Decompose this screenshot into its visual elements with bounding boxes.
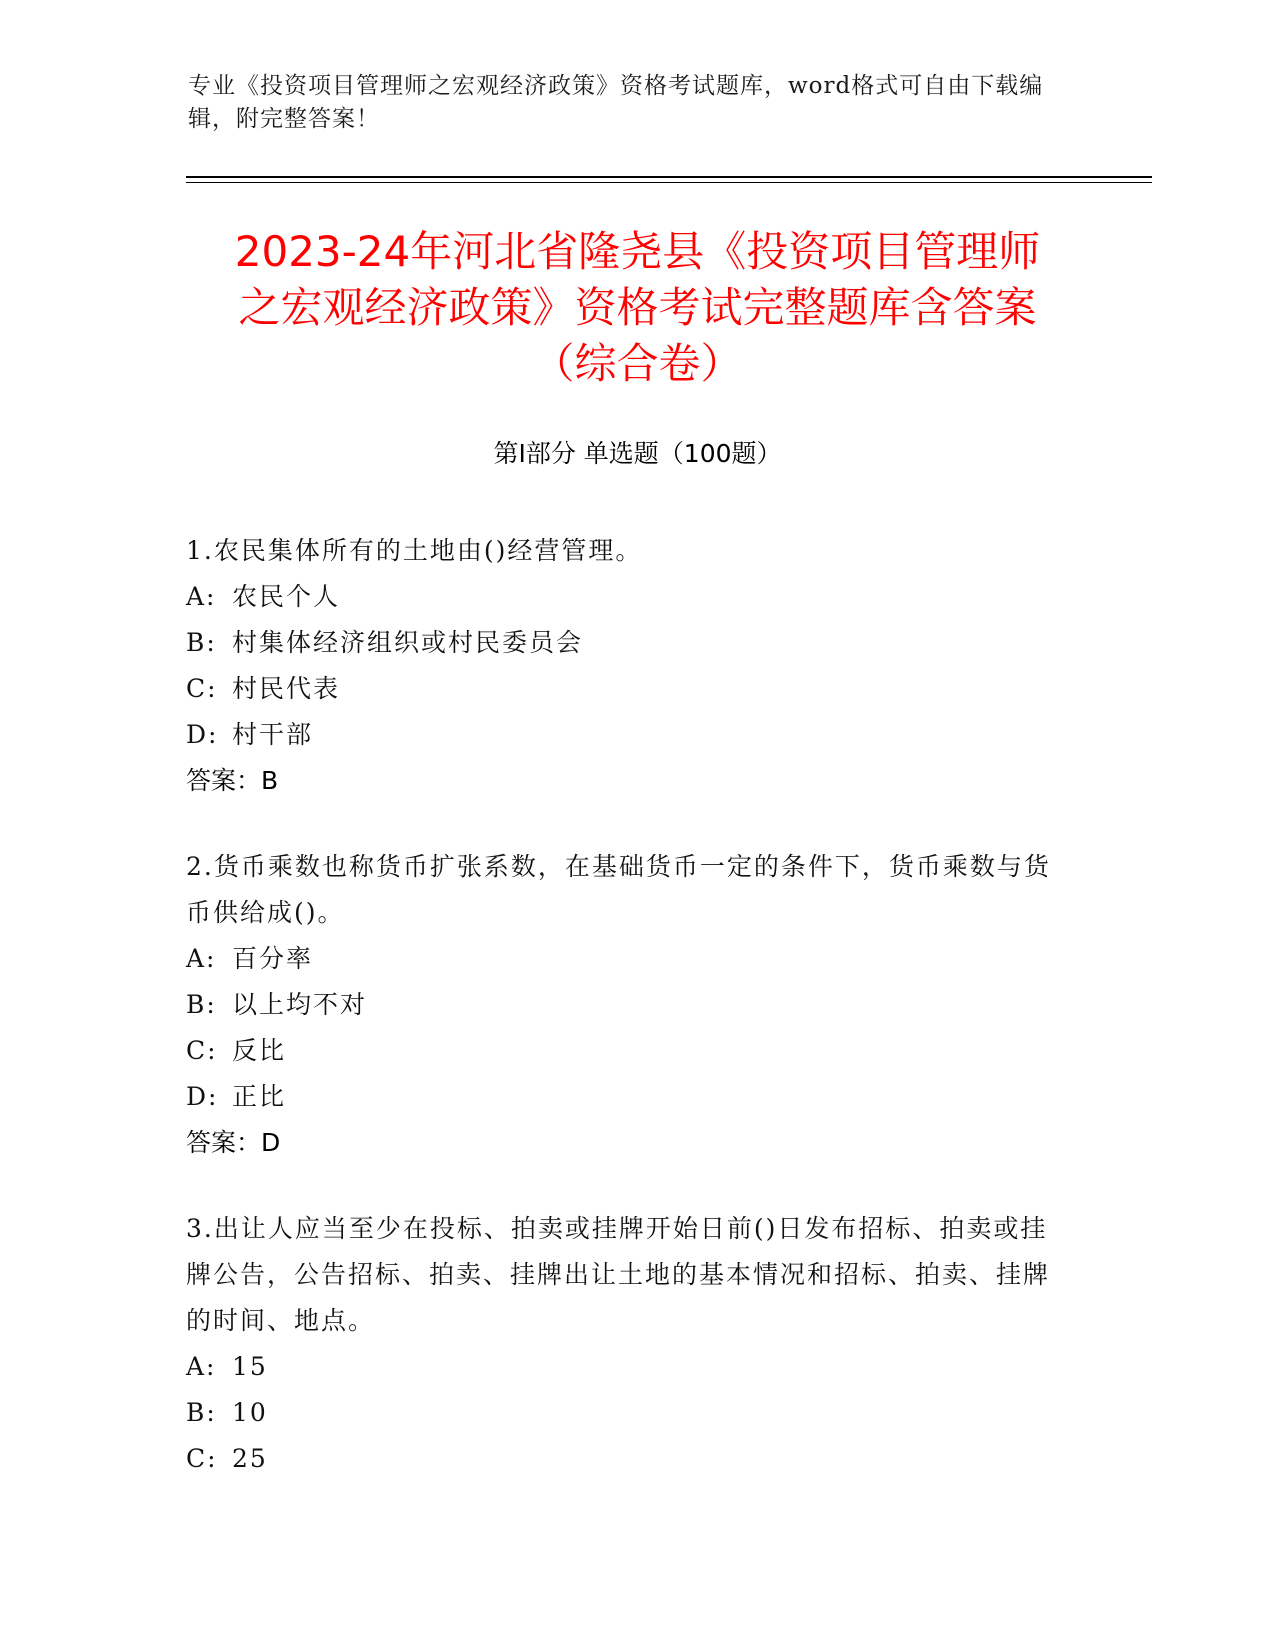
- option-key: A:: [186, 1352, 217, 1381]
- option-text: 15: [232, 1352, 268, 1381]
- option-text: 正比: [232, 1082, 287, 1111]
- question-stem: 1.农民集体所有的土地由()经营管理。: [186, 536, 643, 565]
- title-line-1: 2023-24年河北省隆尧县《投资项目管理师: [234, 227, 1041, 276]
- question-3: [186, 1206, 1066, 1482]
- option-text: 以上均不对: [232, 990, 368, 1019]
- option-b: [186, 982, 1066, 1028]
- option-c: [186, 1028, 1066, 1074]
- option-text: 25: [232, 1444, 268, 1473]
- option-text: 农民个人: [232, 582, 341, 611]
- option-d: [186, 712, 1066, 758]
- option-key: B:: [186, 1398, 217, 1427]
- answer: 答案：D: [186, 1128, 281, 1157]
- option-text: 村集体经济组织或村民委员会: [232, 628, 584, 657]
- option-text: 村民代表: [232, 674, 341, 703]
- option-a: [186, 936, 1066, 982]
- option-key: C:: [186, 1036, 218, 1065]
- option-text: 村干部: [232, 720, 314, 749]
- header-note: 专业《投资项目管理师之宏观经济政策》资格考试题库，word格式可自由下载编辑，附完整答案！: [188, 73, 1044, 132]
- option-key: D:: [186, 1082, 219, 1111]
- option-text: 10: [232, 1398, 268, 1427]
- header-rule-thin: [186, 182, 1152, 183]
- option-key: A:: [186, 944, 217, 973]
- section-title: 第Ⅰ部分 单选题（100题）: [493, 439, 782, 468]
- option-c: [186, 1436, 1066, 1482]
- option-text: 反比: [232, 1036, 287, 1065]
- option-d: [186, 1074, 1066, 1120]
- question-list: [186, 528, 1066, 1522]
- option-b: [186, 620, 1066, 666]
- header-rule-thick: [186, 176, 1152, 178]
- document-title: [150, 224, 1125, 392]
- option-key: A:: [186, 582, 217, 611]
- question-2: [186, 844, 1066, 1166]
- option-key: C:: [186, 1444, 218, 1473]
- question-stem: 2.货币乘数也称货币扩张系数，在基础货币一定的条件下，货币乘数与货币供给成()。: [186, 852, 1051, 927]
- option-key: B:: [186, 990, 217, 1019]
- option-key: B:: [186, 628, 217, 657]
- title-line-2: 之宏观经济政策》资格考试完整题库含答案: [238, 283, 1037, 332]
- option-a: [186, 1344, 1066, 1390]
- option-b: [186, 1390, 1066, 1436]
- question-stem: 3.出让人应当至少在投标、拍卖或挂牌开始日前()日发布招标、拍卖或挂牌公告，公告招标、拍卖、挂牌出让土地的基本情况和招标、拍卖、挂牌的时间、地点。: [186, 1214, 1051, 1335]
- option-a: [186, 574, 1066, 620]
- answer: 答案：B: [186, 766, 279, 795]
- option-key: C:: [186, 674, 218, 703]
- option-c: [186, 666, 1066, 712]
- question-1: [186, 528, 1066, 804]
- option-text: 百分率: [232, 944, 314, 973]
- option-key: D:: [186, 720, 219, 749]
- title-line-3: （综合卷）: [532, 339, 743, 388]
